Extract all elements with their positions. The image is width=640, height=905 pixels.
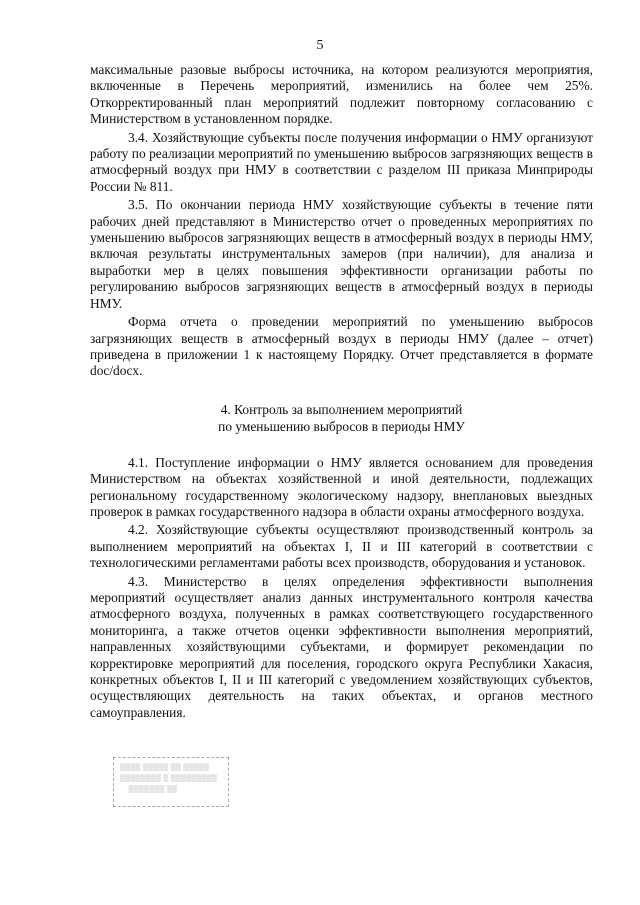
paragraph-3-5: 3.5. По окончании периода НМУ хозяйствующие субъекты в течение пяти рабочих дней представляют в Министерство отчет о проведенных мероприятиях по уменьшению выбросов загрязняющих веществ в атмосферный воздух в периоды НМУ, включая результаты инструментальных замеров (при наличии), для анализа и выработки мер в целях повышения эффективности организации работы по регулированию выбросов загрязняющих веществ в атмосферный воздух в периоды НМУ. (90, 197, 593, 311)
stamp-line-3: ▒▒▒▒▒▒▒ ▒▒ (120, 786, 178, 793)
paragraph-3-4: 3.4. Хозяйствующие субъекты после получения информации о НМУ организуют работу по реализации мероприятий по уменьшению выбросов загрязняющих веществ в атмосферный воздух при НМУ в соответствии с разделом III приказа Минприроды России № 811. (90, 129, 593, 194)
stamp-line-2: ▒▒▒▒▒▒▒▒ ▒ ▒▒▒▒▒▒▒▒▒ (120, 775, 218, 782)
paragraph-continuation: максимальные разовые выбросы источника, на котором реализуются мероприятия, включенные в Перечень мероприятий, изменились на более чем 25%. Откорректированный план мероприятий подлежит повторному согласованию с Министерством в установленном порядке. (90, 62, 593, 127)
section-heading-line-2: по уменьшению выбросов в периоды НМУ (218, 418, 465, 434)
registration-stamp-image (113, 757, 229, 807)
document-body (90, 62, 593, 721)
paragraph-4-2: 4.2. Хозяйствующие субъекты осуществляют производственный контроль за выполнением мероприятий на объектах I, II и III категорий в соответствии с технологическими регламентами работы всех производств, оборудования и установок. (90, 522, 593, 571)
paragraph-report-form: Форма отчета о проведении мероприятий по уменьшению выбросов загрязняющих веществ в атмосферный воздух в периоды НМУ (далее – отчет) приведена в приложении 1 к настоящему Порядку. Отчет представляется в формате doc/docx. (90, 314, 593, 379)
section-heading-line-1: 4. Контроль за выполнением мероприятий (220, 401, 463, 417)
section-heading-4 (90, 401, 593, 435)
page-number: 5 (316, 38, 324, 53)
paragraph-4-1: 4.1. Поступление информации о НМУ является основанием для проведения Министерством на объектах хозяйственной и иной деятельности, подлежащих региональному государственному экологическому надзору, внеплановых выездных проверок в рамках государственного надзора в области охраны атмосферного воздуха. (90, 454, 593, 519)
paragraph-4-3: 4.3. Министерство в целях определения эффективности выполнения мероприятий осуществляет анализ данных инструментального контроля качества атмосферного воздуха, полученных в рамках соответствующего государственного мониторинга, а также отчетов оценки эффективности выполнения мероприятий, направленных хозяйствующими субъектами, и формирует рекомендации по корректировке мероприятий для поселения, городского округа Республики Хакасия, конкретных объектов I, II и III категорий с уведомлением хозяйствующих субъектов, осуществляющих деятельность на таких объектах, и органов местного самоуправления. (90, 573, 593, 720)
stamp-line-1: ▒▒▒▒ ▒▒▒▒▒ ▒▒ ▒▒▒▒▒ (120, 764, 209, 771)
